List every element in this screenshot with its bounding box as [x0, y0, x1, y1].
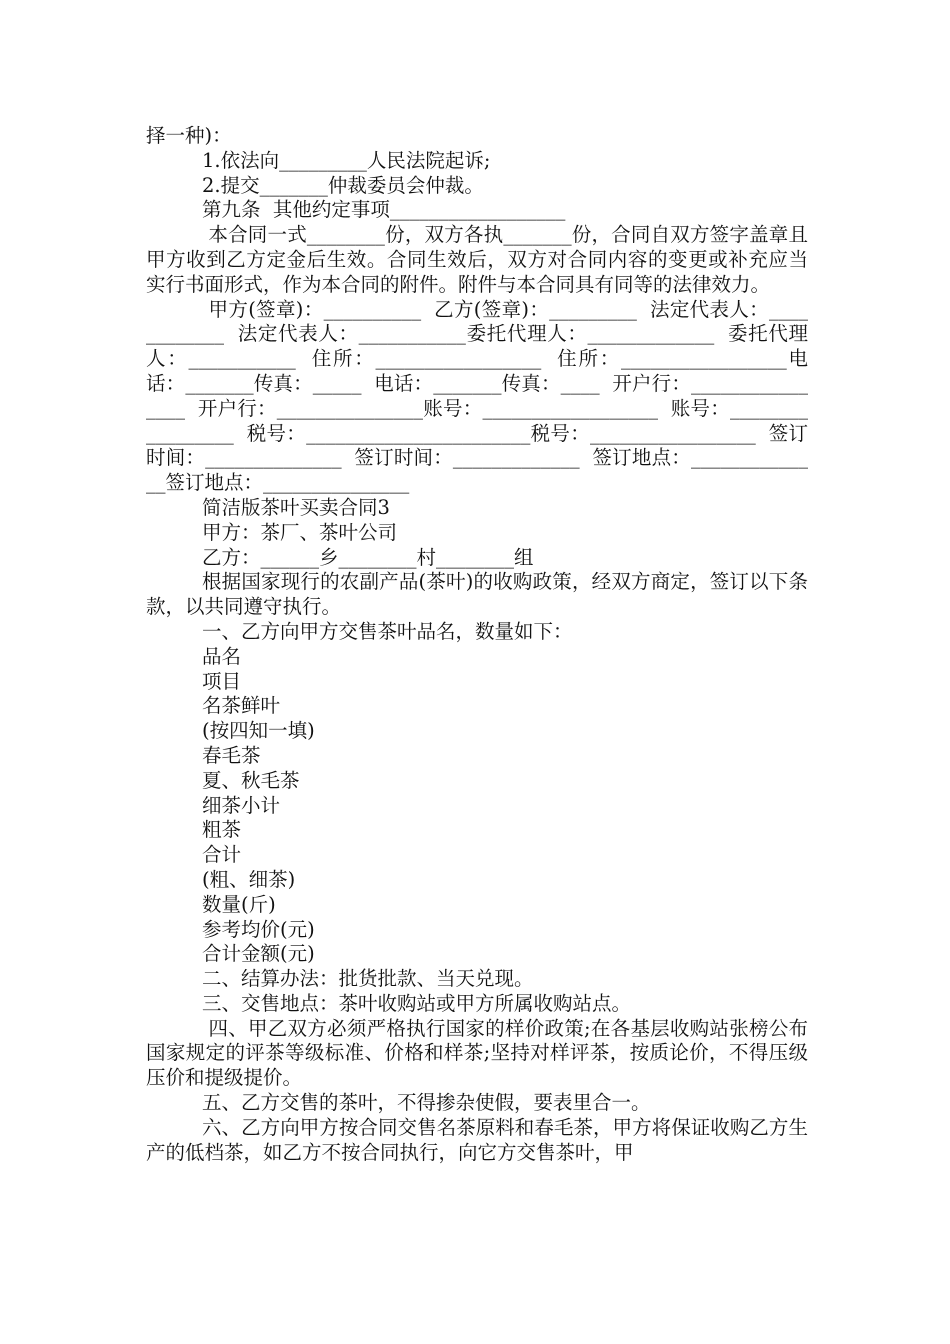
- paragraph: 三、交售地点：茶叶收购站或甲方所属收购站点。: [202, 991, 632, 1015]
- paragraph: 甲方(签章)：__________ 乙方(签章)：_________ 法定代表人：____________ 法定代表人：___________委托代理人：_____________ 委托代理人：___________ 住所：_________________ 住所：_________________电话：_______传真：_____ 电话：_______传真：____ 开户行：________________ 开户行：_______________账号：__________________ 账号：_________________ 税号：_______________________税号：_________________ 签订时间：______________ 签订时间：_____________ 签订地点：______________签订地点：_______________: [146, 297, 808, 495]
- paragraph: 品名: [202, 644, 242, 668]
- paragraph: 第九条 其他约定事项__________________: [202, 198, 566, 222]
- paragraph: 细茶小计: [202, 793, 281, 817]
- paragraph: (粗、细茶): [202, 867, 296, 891]
- paragraph: 夏、秋毛茶: [202, 768, 300, 792]
- paragraph: 五、乙方交售的茶叶，不得掺杂使假，要表里合一。: [202, 1091, 651, 1115]
- paragraph: 择一种)：: [146, 124, 232, 147]
- document-body: [146, 124, 808, 1165]
- paragraph: 根据国家现行的农副产品(茶叶)的收购政策，经双方商定，签订以下条款，以共同遵守执行。: [146, 570, 808, 619]
- paragraph: 2.提交_______仲裁委员会仲裁。: [202, 173, 484, 197]
- paragraph: 1.依法向_________人民法院起诉;: [202, 148, 491, 172]
- paragraph: 乙方：______乡________村________组: [202, 545, 534, 569]
- paragraph: (按四知一填): [202, 719, 315, 743]
- paragraph: 春毛茶: [202, 743, 261, 767]
- paragraph: 四、甲乙双方必须严格执行国家的样价政策;在各基层收购站张榜公布国家规定的评茶等级标准、价格和样茶;坚持对样评茶，按质论价，不得压级压价和提级提价。: [146, 1016, 808, 1090]
- paragraph: 一、乙方向甲方交售茶叶品名，数量如下：: [202, 619, 573, 643]
- paragraph: 六、乙方向甲方按合同交售名茶原料和春毛茶，甲方将保证收购乙方生产的低档茶，如乙方不按合同执行，向它方交售茶叶，甲: [146, 1115, 808, 1164]
- paragraph: 合计: [202, 843, 242, 867]
- paragraph: 甲方：茶厂、茶叶公司: [202, 520, 398, 544]
- paragraph: 简洁版茶叶买卖合同3: [202, 495, 390, 519]
- paragraph: 项目: [202, 669, 242, 693]
- paragraph: 参考均价(元): [202, 917, 315, 941]
- paragraph: 合计金额(元): [202, 942, 315, 966]
- paragraph: 本合同一式________份，双方各执_______份，合同自双方签字盖章且甲方收到乙方定金后生效。合同生效后，双方对合同内容的变更或补充应当实行书面形式，作为本合同的附件。附件与本合同具有同等的法律效力。: [146, 223, 808, 296]
- paragraph: 数量(斤): [202, 892, 276, 916]
- paragraph: 二、结算办法：批货批款、当天兑现。: [202, 967, 534, 991]
- paragraph: 名茶鲜叶: [202, 694, 281, 718]
- paragraph: 粗茶: [202, 818, 242, 842]
